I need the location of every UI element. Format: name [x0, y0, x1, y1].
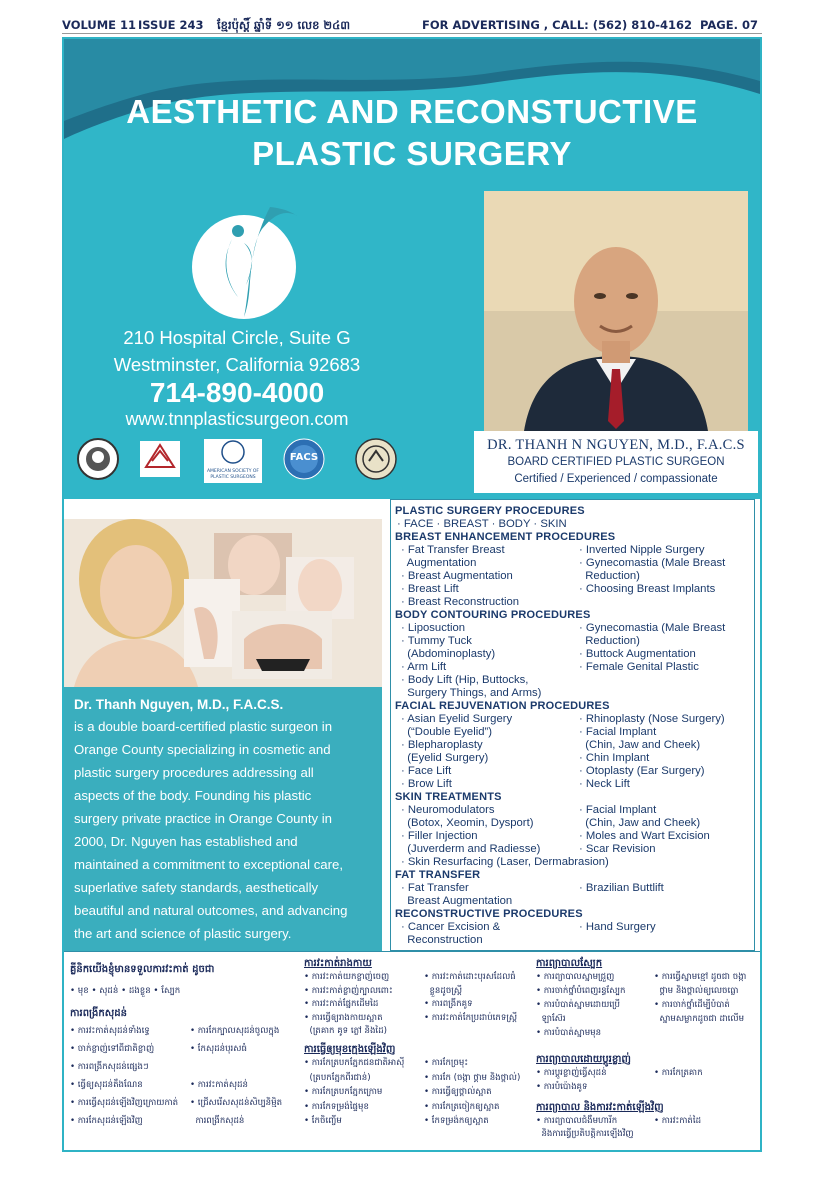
procedure-item: Surgery Things, and Arms)	[401, 687, 542, 699]
khmer-item: • ការវះកាត់ដៃ	[654, 1116, 702, 1126]
procedure-item: · Breast Lift	[401, 583, 459, 595]
khmer-item: • ការចាក់ថ្នាំដើម្បីបំបាត់	[654, 1000, 730, 1010]
khmer-item: • ការវះកាត់កែប្រដាប់ភេទស្ត្រី	[424, 1012, 518, 1023]
doctor-tagline: Certified / Experienced / compassionate	[514, 473, 718, 485]
procedure-item: · Brazilian Buttlift	[579, 882, 664, 894]
bio-line: is a double board-certified plastic surgeon in	[74, 719, 333, 734]
asps-icon	[204, 439, 262, 465]
khmer-item: • ការបំបាត់ស្នាមមុន	[536, 1028, 602, 1038]
khmer-subheading: ការធ្វើឲ្យមុខក្មេងឡើងវិញ	[304, 1044, 396, 1055]
clinic-logo-icon	[192, 189, 302, 324]
procedure-item: · Gynecomastia (Male Breast	[579, 622, 726, 634]
khmer-item: • ចាក់ខ្លាញ់ទៅពីជាតិខ្លាញ់	[70, 1044, 155, 1054]
board-seal-icon	[76, 437, 120, 481]
procedure-item: · Body Lift (Hip, Buttocks,	[401, 674, 529, 686]
khmer-issue: ខ្មែរប៉ុស្ដិ៍ ឆ្នាំទី ១១ លេខ ២៤៣	[217, 18, 351, 32]
khmer-item: • ការកែច្រមុះ	[424, 1058, 469, 1068]
procedure-item: · Gynecomastia (Male Breast	[579, 557, 726, 569]
khmer-item: (ត្របកភ្នែកពីរជាន់)	[304, 1072, 371, 1083]
procedure-item: Breast Augmentation	[401, 895, 513, 907]
ad-title	[64, 91, 760, 175]
procedure-item: · Moles and Wart Excision	[579, 830, 710, 842]
khmer-item: • ការកែត្រគាក	[654, 1068, 703, 1078]
procedure-item: · Rhinoplasty (Nose Surgery)	[579, 713, 725, 725]
procedure-item: · Breast Augmentation	[401, 570, 513, 582]
procedure-item: · Facial Implant	[579, 726, 657, 738]
procedure-item: · Buttock Augmentation	[579, 648, 696, 660]
procedure-item: · Face Lift	[401, 765, 452, 777]
khmer-item: • ការព្យាបាលស្នាមជ្រួញ	[536, 972, 615, 982]
khmer-heading: ការព្យាបាលស្បែក	[536, 958, 603, 969]
procedure-item: (Botox, Xeomin, Dysport)	[401, 817, 534, 829]
ad-frame	[62, 37, 762, 1152]
khmer-subheading: ការព្យាបាលដោយប្តូរខ្លាញ់	[536, 1054, 631, 1065]
accreditation-badges	[76, 437, 376, 487]
khmer-item: • ការធ្វើសុដន់ឡើងវិញក្រោយកាត់	[70, 1098, 179, 1108]
procedure-item: Reduction)	[579, 570, 640, 582]
doctor-title: BOARD CERTIFIED PLASTIC SURGEON	[507, 456, 725, 468]
bio-line: surgery private practice in Orange County in	[74, 811, 333, 826]
khmer-item: • ការចាក់ថ្នាំបំពេញរន្ធស្បែក	[536, 986, 626, 996]
khmer-item: ការពង្រីកសុដន់	[190, 1116, 245, 1126]
khmer-item: ខ្លួនដូចស្ត្រី	[424, 985, 463, 996]
procedure-item: (Chin, Jaw and Cheek)	[579, 817, 701, 829]
khmer-item: • ការកែសុដន់ឡើងវិញ	[70, 1116, 143, 1126]
khmer-item: • ធ្វើឲ្យសុដន់តឹងណែន	[70, 1080, 143, 1090]
bio-line: the art and science of plastic surgery.	[74, 926, 292, 941]
title-line-1: AESTHETIC AND RECONSTUCTIVE	[126, 93, 698, 130]
procedure-item: (Eyelid Surgery)	[401, 752, 489, 764]
khmer-item: • ការកែត្របកភ្នែកក្រោម	[304, 1087, 383, 1097]
khmer-item: • ការកែទម្រង់ផ្ទៃមុខ	[304, 1101, 369, 1112]
khmer-subheading: ការព្យាបាល និងការវះកាត់ឡើងវិញ	[536, 1102, 664, 1113]
page-number: PAGE. 07	[700, 18, 758, 32]
khmer-services	[64, 951, 760, 1151]
khmer-item: • ជ្រើសរើសសុដន់សិប្បនិម្មិត	[190, 1098, 283, 1108]
procedure-item: · Inverted Nipple Surgery	[579, 544, 705, 556]
doctor-photo	[484, 191, 748, 431]
address-line-1: 210 Hospital Circle, Suite G	[123, 327, 351, 348]
khmer-item: • កែសុដន់បុរសធំ	[190, 1044, 247, 1054]
cosmetic-models-image	[64, 519, 382, 687]
bio-line: 2000, Dr. Nguyen has established and	[74, 834, 298, 849]
procedure-item: Reduction)	[579, 635, 640, 647]
khmer-item: និងការធ្វើប្រតិបត្តិការឡើងវិញ	[536, 1129, 634, 1139]
bio-line: aspects of the body. Founding his plastic	[74, 788, 312, 803]
khmer-item: • ការវះកាត់ដោះបុរសដែលធំ	[424, 972, 516, 982]
khmer-item: • ការធ្វើឲ្យថ្ពាល់ស្អាត	[424, 1087, 492, 1097]
khmer-item: • ការធ្វើឲ្យរាងកាយស្អាត	[304, 1012, 383, 1023]
procedure-item: · Liposuction	[401, 622, 466, 634]
procedure-item: · Female Genital Plastic	[579, 661, 699, 673]
khmer-item: • ការពង្រីកសុដន់ផ្សេងៗ	[70, 1062, 149, 1072]
cosmetic-board-icon	[138, 437, 182, 481]
procedure-item: · Scar Revision	[579, 843, 656, 855]
procedure-item: · Fat Transfer Breast	[401, 544, 505, 556]
facs-badge	[282, 437, 326, 485]
title-line-2: PLASTIC SURGERY	[252, 135, 572, 172]
section-heading: RECONSTRUCTIVE PROCEDURES	[395, 908, 583, 920]
khmer-item: • ការវះកាត់ខ្លាញ់ក្បាលពោះ	[304, 985, 393, 996]
khmer-line: • មុខ • សុដន់ • ដងខ្លួន • ស្បែក	[70, 986, 181, 996]
doctor-credentials	[474, 431, 758, 493]
asps-label: AMERICAN SOCIETY OF PLASTIC SURGEONS	[206, 469, 260, 480]
khmer-item: • កែចិញ្ចើម	[304, 1116, 342, 1126]
khmer-item: ស្នាមសម្លាកដូចជា ដាលើម	[654, 1014, 745, 1024]
procedure-item: · Otoplasty (Ear Surgery)	[579, 765, 705, 777]
facs-label: FACS	[289, 452, 319, 463]
procedure-item: · Hand Surgery	[579, 921, 656, 933]
section-heading: SKIN TREATMENTS	[395, 791, 502, 803]
khmer-item: • ការធ្វើស្នាមខ្មៅ ដូចជា ចង្កា	[654, 972, 747, 982]
khmer-item: (ត្រគាក គូទ ភ្លៅ និងដៃ)	[304, 1026, 387, 1036]
procedure-item: · Brow Lift	[401, 778, 452, 790]
khmer-item: • ការវះកាត់ផ្នែកដើមដៃ	[304, 999, 379, 1009]
khmer-heading: ការវះកាត់រាងកាយ	[304, 958, 372, 969]
procedure-item: Reconstruction	[401, 934, 483, 946]
procedure-item: · Neuromodulators	[401, 804, 495, 816]
volume: VOLUME 11	[62, 18, 137, 32]
doctor-bio	[64, 687, 382, 951]
bio-name: Dr. Thanh Nguyen, M.D., F.A.C.S.	[74, 697, 284, 712]
procedure-item: · Facial Implant	[579, 804, 657, 816]
khmer-item: • ការវះកាត់សុដន់ទាំងទ្វេ	[70, 1026, 150, 1036]
procedure-item: Augmentation	[401, 557, 477, 569]
bio-line: plastic surgery procedures addressing all	[74, 765, 314, 780]
khmer-subheading: ការពង្រីកសុដន់	[70, 1008, 127, 1019]
website-link[interactable]: www.tnnplasticsurgeon.com	[125, 409, 349, 429]
khmer-item: • ការបំប៉ោងគូទ	[536, 1082, 588, 1092]
issue: ISSUE 243	[138, 18, 204, 32]
section-heading: BREAST ENHANCEMENT PROCEDURES	[395, 531, 616, 543]
procedures-list	[390, 499, 755, 951]
model-collage	[64, 519, 382, 687]
khmer-item: • ការព្យាបាលជំងឺមហារីក	[536, 1116, 618, 1126]
procedure-item: · Tummy Tuck	[401, 635, 472, 647]
procedure-item: · Skin Resurfacing (Laser, Dermabrasion)	[401, 856, 609, 868]
header-divider	[62, 33, 762, 34]
khmer-heading: គ្លីនិកយើងខ្ញុំមានទទួលការវះកាត់ ដូចជា	[70, 964, 215, 975]
bio-line: Orange County specializing in cosmetic and	[74, 742, 331, 757]
procedure-item: · Choosing Breast Implants	[579, 583, 716, 595]
khmer-item: • ការកែត្របកភ្នែកជនជាតិអាស៊ី	[304, 1058, 405, 1068]
khmer-item: • ការពង្រីកគូទ	[424, 999, 473, 1009]
asps-badge	[204, 439, 262, 483]
procedure-item: · Neck Lift	[579, 778, 630, 790]
phone-number[interactable]: 714-890-4000	[149, 377, 325, 408]
khmer-item: • កែទម្រង់កឲ្យស្អាត	[424, 1116, 489, 1126]
section-heading: FAT TRANSFER	[395, 869, 481, 881]
khmer-item: • ការវះកាត់សុដន់	[190, 1080, 248, 1090]
khmer-item: • ការបំបាត់ស្នាមដោយប្រើ	[536, 1000, 621, 1010]
khmer-item: ថ្គាម និងថ្ពាល់ឲ្យលេចធ្លោ	[654, 986, 739, 996]
section-heading: BODY CONTOURING PROCEDURES	[395, 609, 591, 621]
procedure-item: · Arm Lift	[401, 661, 447, 673]
khmer-item: • ការកែ (ចង្កា ថ្គាម និងថ្ពាល់)	[424, 1072, 521, 1083]
procedure-item: · Blepharoplasty	[401, 739, 483, 751]
section-heading: FACIAL REJUVENATION PROCEDURES	[395, 700, 610, 712]
procedure-item: · Breast Reconstruction	[401, 596, 520, 608]
hero-section	[64, 39, 760, 499]
society-seal-icon	[354, 437, 398, 481]
khmer-item: • ការកែត្រចៀកឲ្យស្អាត	[424, 1101, 500, 1112]
procedure-item: (Chin, Jaw and Cheek)	[579, 739, 701, 751]
khmer-item: ឡាស៊ែរ	[536, 1014, 566, 1024]
doctor-name: DR. THANH N NGUYEN, M.D., F.A.C.S	[487, 437, 745, 453]
procedure-item: (Abdominoplasty)	[401, 648, 496, 660]
procedure-item: (Juverderm and Radiesse)	[401, 843, 541, 855]
bio-line: superlative safety standards, aesthetically	[74, 880, 319, 895]
main-procedures: · FACE · BREAST · BODY · SKIN	[397, 518, 567, 530]
procedure-item: · Chin Implant	[579, 752, 650, 764]
procedure-item: · Fat Transfer	[401, 882, 469, 894]
advertising-contact: FOR ADVERTISING , CALL: (562) 810-4162	[422, 18, 693, 32]
procedure-item: · Asian Eyelid Surgery	[401, 713, 513, 725]
procedure-item: · Cancer Excision &	[401, 921, 501, 933]
procedure-item: · Filler Injection	[401, 830, 478, 842]
khmer-item: • ការកែក្បាលសុដន់ចូលក្នុង	[190, 1026, 280, 1036]
bio-line: beautiful and natural outcomes, and advancing	[74, 903, 348, 918]
address-line-2: Westminster, California 92683	[113, 354, 361, 375]
khmer-item: • ការវះកាត់យកខ្លាញ់ចេញ	[304, 972, 390, 982]
procedure-item: (“Double Eyelid”)	[401, 726, 493, 738]
section-heading: PLASTIC SURGERY PROCEDURES	[395, 505, 585, 517]
khmer-item: • ការប្តូរខ្លាញ់ធ្វើសុដន់	[536, 1068, 607, 1078]
doctor-portrait-image	[484, 191, 748, 431]
bio-line: maintained a commitment to exceptional care,	[74, 857, 344, 872]
